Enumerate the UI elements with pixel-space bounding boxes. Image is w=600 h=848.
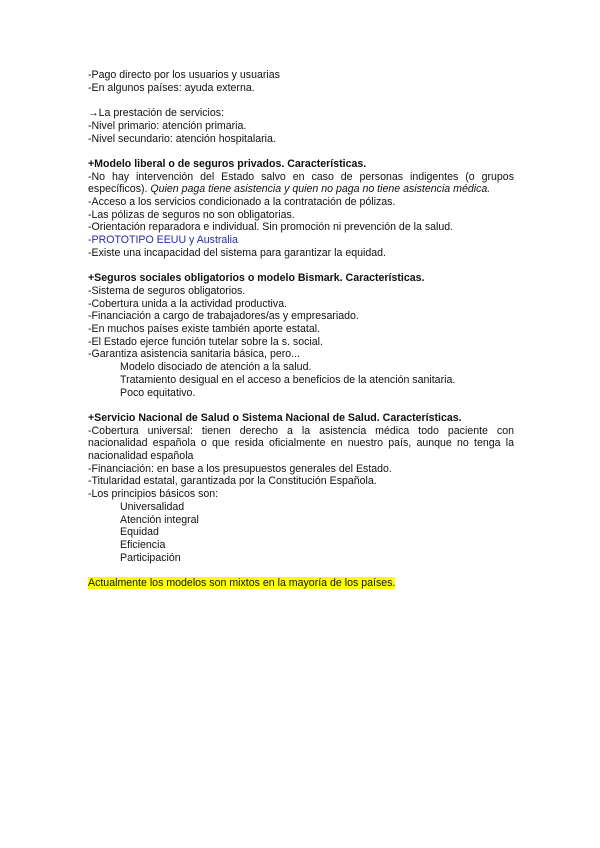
bismark-line: -En muchos países existe también aporte estatal. <box>88 323 321 336</box>
services-section <box>88 107 514 145</box>
national-line: -Financiación: en base a los presupuestos generales del Estado. <box>88 462 392 475</box>
liberal-model-section <box>88 158 514 260</box>
document-body <box>88 69 514 590</box>
national-health-heading: +Servicio Nacional de Salud o Sistema Nacional de Salud. Características. <box>88 411 462 424</box>
principle-item: Equidad <box>120 526 159 539</box>
bismark-subpoint: Modelo disociado de atención a la salud. <box>120 361 312 374</box>
services-line-primary: -Nivel primario: atención primaria. <box>88 119 247 132</box>
bismark-line: -Cobertura unida a la actividad productiva. <box>88 297 288 310</box>
national-health-section <box>88 412 514 564</box>
conclusion-highlight: Actualmente los modelos son mixtos en la mayoría de los países. <box>88 577 396 590</box>
principle-item: Participación <box>120 551 181 564</box>
liberal-line-orientation: -Orientación reparadora e individual. Sin promoción ni prevención de la salud. <box>88 221 454 234</box>
bismark-line: -Garantiza asistencia sanitaria básica, pero... <box>88 348 300 361</box>
principle-item: Universalidad <box>120 500 185 513</box>
bismark-line: -Sistema de seguros obligatorios. <box>88 284 246 297</box>
conclusion-line <box>88 577 514 590</box>
liberal-line-policies: -Las pólizas de seguros no son obligatorias. <box>88 208 295 221</box>
principle-item: Atención integral <box>120 513 199 526</box>
principle-item: Eficiencia <box>120 538 166 551</box>
services-title: →La prestación de servicios: <box>88 107 225 120</box>
bismark-subpoint: Poco equitativo. <box>120 386 196 399</box>
bismark-model-heading: +Seguros sociales obligatorios o modelo Bismark. Características. <box>88 272 425 285</box>
national-line: -Los principios básicos son: <box>88 488 219 501</box>
services-line-secondary: -Nivel secundario: atención hospitalaria. <box>88 132 276 145</box>
spacer <box>88 564 514 577</box>
bismark-line: -El Estado ejerce función tutelar sobre la s. social. <box>88 335 323 348</box>
liberal-model-intro <box>88 171 514 196</box>
liberal-intro-italic: Quien paga tiene asistencia y quien no paga no tiene asistencia médica. <box>150 183 491 196</box>
financing-line-direct-payment: -Pago directo por los usuarios y usuarias <box>88 69 280 81</box>
liberal-line-equity: -Existe una incapacidad del sistema para garantizar la equidad. <box>88 246 386 259</box>
liberal-line-prototype: -PROTOTIPO EEUU y Australia <box>88 234 238 247</box>
bismark-model-section <box>88 272 514 399</box>
bismark-subpoint: Tratamiento desigual en el acceso a beneficios de la atención sanitaria. <box>120 373 456 386</box>
liberal-model-heading: +Modelo liberal o de seguros privados. Características. <box>88 157 367 170</box>
spacer <box>88 94 514 107</box>
national-coverage: -Cobertura universal: tienen derecho a la asistencia médica todo paciente con nacionalidad española o que resida oficialmente en nuestro país, aunque no tenga la nacionalidad española <box>88 424 514 463</box>
spacer <box>88 260 514 273</box>
spacer <box>88 145 514 158</box>
liberal-intro-text: -No hay intervención del Estado salvo en caso de personas indigentes (o grupos específicos). <box>88 170 514 196</box>
spacer <box>88 399 514 412</box>
national-line: -Titularidad estatal, garantizada por la Constitución Española. <box>88 475 377 488</box>
financing-line-external-aid: -En algunos países: ayuda externa. <box>88 81 255 94</box>
liberal-line-access: -Acceso a los servicios condicionado a la contratación de pólizas. <box>88 196 396 208</box>
bismark-line: -Financiación a cargo de trabajadores/as y empresariado. <box>88 310 359 323</box>
financing-section <box>88 69 514 94</box>
